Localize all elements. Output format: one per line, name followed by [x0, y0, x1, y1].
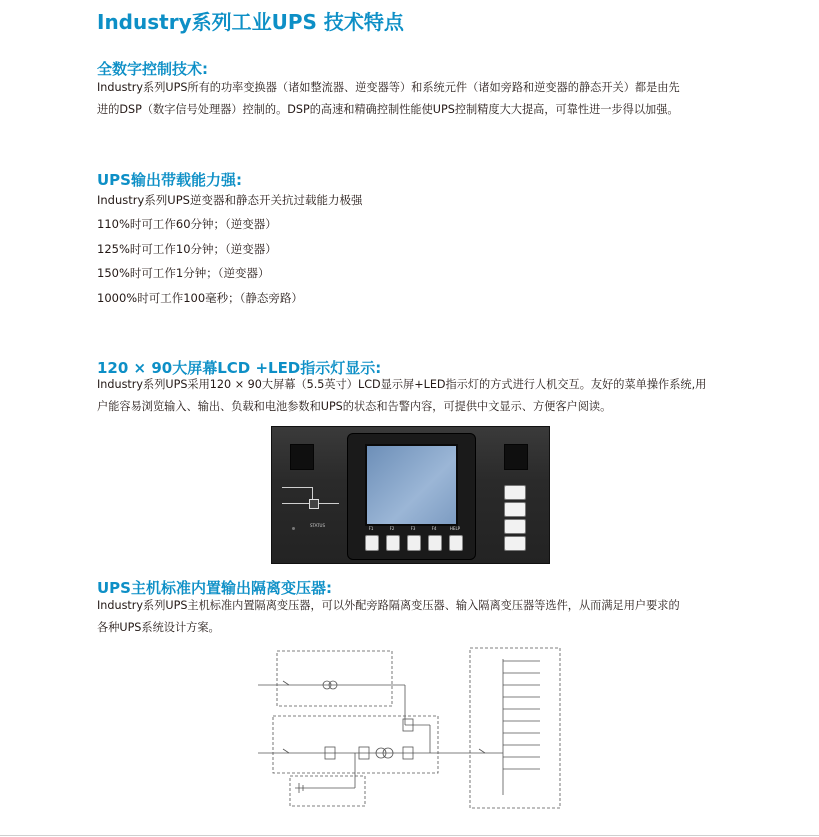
function-key [449, 535, 463, 551]
transformer-paragraph [97, 595, 757, 639]
function-key-label: F2 [389, 526, 395, 531]
breaker [283, 749, 289, 753]
side-key [504, 485, 526, 500]
function-key [386, 535, 400, 551]
mimic-switch-icon [309, 499, 319, 509]
isolation-transformer-schematic [255, 643, 565, 813]
section-heading-overload: UPS输出带载能力强: [97, 171, 242, 189]
lcd-paragraph [97, 374, 757, 418]
panel-grille [504, 444, 528, 470]
function-key-label: HELP [449, 526, 461, 531]
lcd-bezel [347, 433, 476, 560]
overload-intro: Industry系列UPS逆变器和静态开关抗过载能力极强 [97, 193, 363, 207]
overload-item: 125%时可工作10分钟；（逆变器） [97, 242, 277, 256]
ups-front-panel-image [271, 426, 550, 564]
overload-item: 1000%时可工作100毫秒；（静态旁路） [97, 291, 303, 305]
digital-control-paragraph [97, 77, 757, 121]
battery-group [290, 776, 365, 806]
panel-grille [290, 444, 314, 470]
section-heading-lcd: 120 × 90大屏幕LCD +LED指示灯显示: [97, 359, 382, 377]
side-key [504, 502, 526, 517]
lcd-screen [365, 444, 458, 526]
function-key [428, 535, 442, 551]
page-title: Industry系列工业UPS 技术特点 [97, 10, 404, 34]
section-heading-transformer: UPS主机标准内置输出隔离变压器: [97, 579, 332, 597]
paragraph-line: Industry系列UPS主机标准内置隔离变压器，可以外配旁路隔离变压器、输入隔离变压器等选件，从而满足用户要求的 [97, 599, 680, 612]
section-heading-digital-control: 全数字控制技术: [97, 60, 208, 78]
overload-item: 150%时可工作1分钟；（逆变器） [97, 266, 270, 280]
status-label: STATUS [310, 523, 326, 528]
function-key-label: F4 [431, 526, 437, 531]
function-key-label: F3 [410, 526, 416, 531]
mimic-line [282, 487, 312, 488]
led-indicator [292, 527, 295, 530]
paragraph-line: 进的DSP（数字信号处理器）控制的。DSP的高速和精确控制性能使UPS控制精度大大提高，可靠性进一步得以加强。 [97, 103, 679, 116]
bypass-transformer-group [277, 651, 392, 706]
paragraph-line: Industry系列UPS所有的功率变换器（诸如整流器、逆变器等）和系统元件（诸如旁路和逆变器的静态开关）都是由先 [97, 81, 680, 94]
breaker [479, 749, 485, 753]
bottom-rule [0, 835, 819, 836]
paragraph-line: 户能容易浏览输入、输出、负载和电池参数和UPS的状态和告警内容，可提供中文显示、方便客户阅读。 [97, 400, 612, 413]
function-key-label: F1 [368, 526, 374, 531]
feeder-lines [503, 661, 540, 769]
output-distribution-group [470, 648, 560, 808]
side-key [504, 536, 526, 551]
paragraph-line: 各种UPS系统设计方案。 [97, 621, 220, 634]
breaker [283, 681, 289, 685]
overload-item: 110%时可工作60分钟；（逆变器） [97, 217, 277, 231]
side-key [504, 519, 526, 534]
function-key [407, 535, 421, 551]
paragraph-line: Industry系列UPS采用120 × 90大屏幕（5.5英寸）LCD显示屏+LED指示灯的方式进行人机交互。友好的菜单操作系统,用 [97, 378, 707, 391]
function-key [365, 535, 379, 551]
